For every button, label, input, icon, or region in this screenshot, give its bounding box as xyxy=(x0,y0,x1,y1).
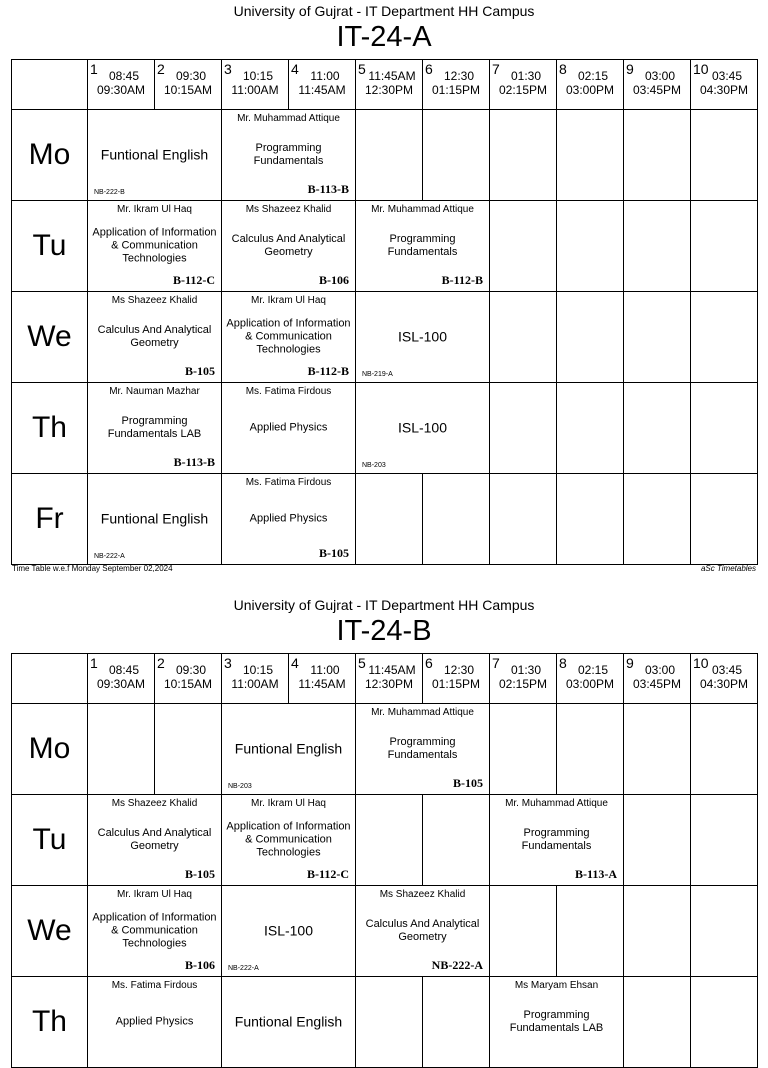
lesson-cell xyxy=(88,383,222,474)
subject-name: Application of Information & Communication Technologies xyxy=(226,317,351,356)
period-start: 09:30 xyxy=(175,69,207,83)
subject-name: Applied Physics xyxy=(115,1015,194,1028)
lesson-cell xyxy=(222,201,356,292)
empty-cell xyxy=(490,201,557,292)
day-row xyxy=(12,474,758,565)
empty-cell xyxy=(356,795,423,886)
subject-name: Funtional English xyxy=(234,1013,343,1030)
lesson-cell xyxy=(356,704,490,795)
day-row xyxy=(12,201,758,292)
period-end: 04:30PM xyxy=(699,677,749,691)
period-header xyxy=(490,654,557,704)
room-code: NB-222-B xyxy=(94,189,125,196)
period-header xyxy=(88,60,155,110)
subject-name: Applied Physics xyxy=(249,512,328,525)
subject-name: ISL-100 xyxy=(397,419,448,436)
room-code: B-112-B xyxy=(307,364,349,378)
period-number: 10 xyxy=(693,61,709,77)
period-start: 08:45 xyxy=(108,663,140,677)
day-label: Th xyxy=(12,977,88,1068)
subject-name: Application of Information & Communication Technologies xyxy=(226,820,351,859)
lesson-cell xyxy=(222,886,356,977)
period-header xyxy=(423,654,490,704)
corner-cell xyxy=(12,60,88,110)
empty-cell xyxy=(557,704,624,795)
period-number: 6 xyxy=(425,61,433,77)
subject-name: ISL-100 xyxy=(397,328,448,345)
period-end: 12:30PM xyxy=(364,677,414,691)
university-title: University of Gujrat - IT Department HH Campus xyxy=(233,597,535,613)
subject-name: Funtional English xyxy=(100,510,209,527)
room-code: NB-222-A xyxy=(94,553,125,560)
period-number: 4 xyxy=(291,61,299,77)
class-title: IT-24-B xyxy=(336,615,432,647)
period-start: 08:45 xyxy=(108,69,140,83)
empty-cell xyxy=(356,474,423,565)
period-start: 11:45AM xyxy=(368,663,416,677)
room-code: NB-203 xyxy=(228,783,252,790)
empty-cell xyxy=(624,201,691,292)
period-end: 02:15PM xyxy=(498,83,548,97)
empty-cell xyxy=(490,474,557,565)
day-label: Tu xyxy=(12,795,88,886)
empty-cell xyxy=(691,977,758,1068)
empty-cell xyxy=(356,110,423,201)
empty-cell xyxy=(490,704,557,795)
empty-cell xyxy=(624,110,691,201)
teacher-name: Ms. Fatima Firdous xyxy=(245,386,332,397)
period-header xyxy=(490,60,557,110)
period-number: 4 xyxy=(291,655,299,671)
period-number: 8 xyxy=(559,61,567,77)
period-header xyxy=(557,654,624,704)
lesson-cell xyxy=(88,201,222,292)
period-end: 11:00AM xyxy=(231,677,279,691)
period-header xyxy=(289,60,356,110)
day-label: Tu xyxy=(12,201,88,292)
period-number: 8 xyxy=(559,655,567,671)
period-header xyxy=(222,60,289,110)
empty-cell xyxy=(423,110,490,201)
period-end: 03:45PM xyxy=(632,83,682,97)
empty-cell xyxy=(423,795,490,886)
period-start: 12:30 xyxy=(443,69,475,83)
room-code: B-105 xyxy=(185,364,215,378)
subject-name: Programming Fundamentals xyxy=(253,142,324,167)
room-code: B-113-B xyxy=(307,182,349,196)
period-number: 9 xyxy=(626,655,634,671)
subject-name: Funtional English xyxy=(234,740,343,757)
period-start: 11:00 xyxy=(310,663,340,677)
subject-name: Calculus And Analytical Geometry xyxy=(365,918,480,943)
teacher-name: Mr. Ikram Ul Haq xyxy=(250,798,326,809)
empty-cell xyxy=(423,474,490,565)
empty-cell xyxy=(557,886,624,977)
empty-cell xyxy=(624,383,691,474)
teacher-name: Mr. Muhammad Attique xyxy=(371,204,474,215)
period-start: 03:00 xyxy=(644,663,676,677)
lesson-cell xyxy=(222,110,356,201)
empty-cell xyxy=(691,886,758,977)
period-header xyxy=(356,654,423,704)
day-row xyxy=(12,110,758,201)
lesson-cell xyxy=(222,977,356,1068)
period-number: 10 xyxy=(693,655,709,671)
day-label: Fr xyxy=(12,474,88,565)
period-number: 3 xyxy=(224,655,232,671)
empty-cell xyxy=(691,110,758,201)
room-code: B-112-C xyxy=(307,867,349,881)
period-number: 2 xyxy=(157,655,165,671)
corner-cell xyxy=(12,654,88,704)
empty-cell xyxy=(557,292,624,383)
day-label: Mo xyxy=(12,704,88,795)
period-header-row xyxy=(12,60,758,110)
empty-cell xyxy=(691,201,758,292)
period-number: 1 xyxy=(90,61,98,77)
subject-name: Applied Physics xyxy=(249,421,328,434)
period-header xyxy=(155,654,222,704)
teacher-name: Ms Shazeez Khalid xyxy=(111,798,198,809)
period-number: 1 xyxy=(90,655,98,671)
room-code: B-113-A xyxy=(575,867,617,881)
day-row xyxy=(12,383,758,474)
room-code: B-106 xyxy=(185,958,215,972)
period-start: 11:45AM xyxy=(368,69,416,83)
lesson-cell xyxy=(222,704,356,795)
period-header xyxy=(557,60,624,110)
period-start: 03:45 xyxy=(711,69,743,83)
empty-cell xyxy=(490,886,557,977)
empty-cell xyxy=(624,977,691,1068)
footer-effective-date: Time Table w.e.f Monday September 02,2024 xyxy=(12,564,173,573)
lesson-cell xyxy=(88,474,222,565)
lesson-cell xyxy=(356,292,490,383)
period-header xyxy=(624,60,691,110)
teacher-name: Ms Shazeez Khalid xyxy=(379,889,466,900)
subject-name: Application of Information & Communication Technologies xyxy=(92,226,217,265)
empty-cell xyxy=(155,704,222,795)
subject-name: Application of Information & Communication Technologies xyxy=(92,911,217,950)
period-number: 5 xyxy=(358,655,366,671)
subject-name: Calculus And Analytical Geometry xyxy=(231,233,346,258)
room-code: B-113-B xyxy=(173,455,215,469)
period-start: 01:30 xyxy=(510,663,542,677)
period-header xyxy=(691,60,758,110)
teacher-name: Mr. Ikram Ul Haq xyxy=(116,889,192,900)
period-end: 09:30AM xyxy=(96,83,146,97)
subject-name: Programming Fundamentals xyxy=(521,827,592,852)
period-start: 02:15 xyxy=(577,69,609,83)
empty-cell xyxy=(557,383,624,474)
university-title: University of Gujrat - IT Department HH Campus xyxy=(233,3,535,19)
lesson-cell xyxy=(490,977,624,1068)
subject-name: Programming Fundamentals xyxy=(387,233,458,258)
lesson-cell xyxy=(222,795,356,886)
period-end: 11:00AM xyxy=(231,83,279,97)
period-start: 09:30 xyxy=(175,663,207,677)
lesson-cell xyxy=(88,977,222,1068)
subject-name: Calculus And Analytical Geometry xyxy=(97,324,212,349)
lesson-cell xyxy=(356,383,490,474)
period-header xyxy=(222,654,289,704)
subject-name: Funtional English xyxy=(100,146,209,163)
day-row xyxy=(12,704,758,795)
period-end: 03:00PM xyxy=(565,83,615,97)
period-header xyxy=(624,654,691,704)
lesson-cell xyxy=(222,474,356,565)
room-code: NB-203 xyxy=(362,462,386,469)
day-row xyxy=(12,886,758,977)
lesson-cell xyxy=(490,795,624,886)
period-end: 03:00PM xyxy=(565,677,615,691)
period-end: 09:30AM xyxy=(96,677,146,691)
lesson-cell xyxy=(88,886,222,977)
period-end: 02:15PM xyxy=(498,677,548,691)
subject-name: ISL-100 xyxy=(263,922,314,939)
teacher-name: Mr. Muhammad Attique xyxy=(371,707,474,718)
teacher-name: Ms Shazeez Khalid xyxy=(111,295,198,306)
teacher-name: Ms Maryam Ehsan xyxy=(514,980,599,991)
period-end: 03:45PM xyxy=(632,677,682,691)
lesson-cell xyxy=(356,886,490,977)
period-start: 10:15 xyxy=(242,663,274,677)
teacher-name: Mr. Ikram Ul Haq xyxy=(250,295,326,306)
subject-name: Programming Fundamentals LAB xyxy=(509,1009,604,1034)
room-code: B-105 xyxy=(453,776,483,790)
lesson-cell xyxy=(88,292,222,383)
period-end: 01:15PM xyxy=(431,83,481,97)
subject-name: Programming Fundamentals xyxy=(387,736,458,761)
teacher-name: Ms. Fatima Firdous xyxy=(111,980,198,991)
period-start: 02:15 xyxy=(577,663,609,677)
period-number: 7 xyxy=(492,61,500,77)
empty-cell xyxy=(691,474,758,565)
period-start: 01:30 xyxy=(510,69,542,83)
lesson-cell xyxy=(88,795,222,886)
day-row xyxy=(12,292,758,383)
period-number: 6 xyxy=(425,655,433,671)
room-code: NB-219-A xyxy=(362,371,393,378)
period-start: 03:45 xyxy=(711,663,743,677)
lesson-cell xyxy=(222,292,356,383)
period-end: 01:15PM xyxy=(431,677,481,691)
empty-cell xyxy=(490,383,557,474)
day-row xyxy=(12,977,758,1068)
lesson-cell xyxy=(88,110,222,201)
period-header xyxy=(155,60,222,110)
empty-cell xyxy=(356,977,423,1068)
period-number: 7 xyxy=(492,655,500,671)
teacher-name: Ms. Fatima Firdous xyxy=(245,477,332,488)
empty-cell xyxy=(624,474,691,565)
teacher-name: Mr. Muhammad Attique xyxy=(237,113,340,124)
empty-cell xyxy=(490,292,557,383)
day-label: We xyxy=(12,292,88,383)
room-code: NB-222-A xyxy=(431,958,483,972)
period-header xyxy=(356,60,423,110)
empty-cell xyxy=(624,704,691,795)
empty-cell xyxy=(490,110,557,201)
timetable-sheet xyxy=(0,594,768,1038)
empty-cell xyxy=(691,383,758,474)
empty-cell xyxy=(624,795,691,886)
period-header xyxy=(691,654,758,704)
room-code: B-112-C xyxy=(173,273,215,287)
empty-cell xyxy=(423,977,490,1068)
period-number: 3 xyxy=(224,61,232,77)
period-header xyxy=(423,60,490,110)
timetable-grid xyxy=(11,59,758,565)
period-start: 10:15 xyxy=(242,69,274,83)
room-code: NB-222-A xyxy=(228,965,259,972)
period-end: 11:45AM xyxy=(298,83,346,97)
footer-brand: aSc Timetables xyxy=(700,564,756,573)
room-code: B-112-B xyxy=(441,273,483,287)
subject-name: Calculus And Analytical Geometry xyxy=(97,827,212,852)
subject-name: Programming Fundamentals LAB xyxy=(107,415,202,440)
empty-cell xyxy=(557,201,624,292)
period-start: 03:00 xyxy=(644,69,676,83)
room-code: B-105 xyxy=(185,867,215,881)
empty-cell xyxy=(691,704,758,795)
period-number: 9 xyxy=(626,61,634,77)
lesson-cell xyxy=(222,383,356,474)
empty-cell xyxy=(691,795,758,886)
room-code: B-106 xyxy=(319,273,349,287)
period-end: 10:15AM xyxy=(163,83,213,97)
period-end: 10:15AM xyxy=(163,677,213,691)
period-end: 12:30PM xyxy=(364,83,414,97)
empty-cell xyxy=(557,110,624,201)
empty-cell xyxy=(691,292,758,383)
empty-cell xyxy=(88,704,155,795)
empty-cell xyxy=(624,886,691,977)
empty-cell xyxy=(624,292,691,383)
day-label: We xyxy=(12,886,88,977)
period-header xyxy=(88,654,155,704)
room-code: B-105 xyxy=(319,546,349,560)
timetable-grid xyxy=(11,653,758,1068)
period-number: 2 xyxy=(157,61,165,77)
period-header-row xyxy=(12,654,758,704)
period-header xyxy=(289,654,356,704)
day-row xyxy=(12,795,758,886)
empty-cell xyxy=(557,474,624,565)
period-end: 04:30PM xyxy=(699,83,749,97)
period-start: 11:00 xyxy=(310,69,340,83)
teacher-name: Mr. Nauman Mazhar xyxy=(109,386,200,397)
class-title: IT-24-A xyxy=(336,21,432,53)
day-label: Th xyxy=(12,383,88,474)
period-number: 5 xyxy=(358,61,366,77)
teacher-name: Mr. Ikram Ul Haq xyxy=(116,204,192,215)
period-end: 11:45AM xyxy=(298,677,346,691)
teacher-name: Mr. Muhammad Attique xyxy=(505,798,608,809)
teacher-name: Ms Shazeez Khalid xyxy=(245,204,332,215)
lesson-cell xyxy=(356,201,490,292)
day-label: Mo xyxy=(12,110,88,201)
period-start: 12:30 xyxy=(443,663,475,677)
